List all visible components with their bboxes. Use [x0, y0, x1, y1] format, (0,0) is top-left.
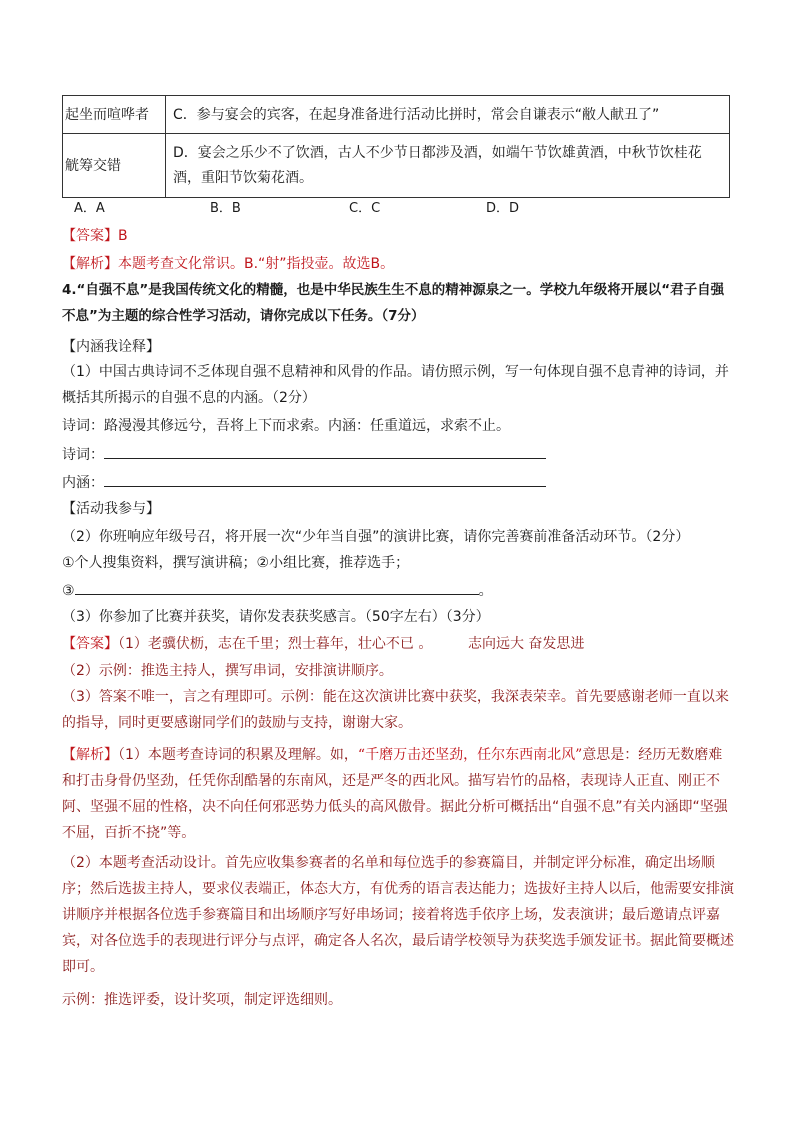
q4-part1-prompt: （1）中国古典诗词不乏体现自强不息精神和风骨的作品。请仿照示例，写一句体现自强不息青神的诗词，并概括其所揭示的自强不息的内涵。（2分） [62, 364, 729, 406]
answer-text: （1）老骥伏枥，志在千里；烈士暮年，壮心不已 。 志向远大 奋发思进 [118, 636, 585, 652]
analysis-quote: “千磨万击还坚劲，任尔东西南北风” [357, 747, 583, 763]
q4-answer-2: （2）示例：推选主持人，撰写串词，安排演讲顺序。 [62, 663, 393, 679]
q4-answer-1 [62, 634, 584, 654]
poem-line [62, 444, 546, 465]
table-cell-value: D．宴会之乐少不了饮酒，古人不少节日都涉及酒，如端午节饮雄黄酒，中秋节饮桂花酒，重阳节饮菊花酒。 [166, 134, 730, 198]
meaning-label: 内涵： [62, 475, 104, 491]
step3-end: 。 [478, 583, 493, 599]
table-cell-key: 觥筹交错 [63, 134, 166, 198]
example-line: 诗词：路漫漫其修远兮，吾将上下而求索。内涵：任重道远，求索不止。 [62, 418, 510, 434]
step3-line [62, 580, 493, 601]
poem-label: 诗词： [62, 447, 104, 463]
q4-part3-prompt: （3）你参加了比赛并获奖，请你发表获奖感言。（50字左右）（3分） [62, 609, 490, 625]
answer-tag: 【答案】 [62, 636, 118, 652]
steps-line: ①个人搜集资料，撰写演讲稿；②小组比赛，推荐选手； [62, 555, 410, 571]
meaning-blank[interactable] [104, 472, 546, 487]
table-cell-value: C．参与宴会的宾客，在起身准备进行活动比拼时，常会自谦表示“敝人献丑了” [166, 96, 730, 134]
step3-blank[interactable] [75, 580, 479, 595]
section-heading: 【活动我参与】 [62, 501, 160, 517]
table-cell-key: 起坐而喧哗者 [63, 96, 166, 134]
table-row [63, 96, 730, 134]
step3-label: ③ [62, 583, 75, 599]
q3-analysis [62, 254, 394, 274]
q4-analysis-example: 示例：推选评委，设计奖项，制定评选细则。 [62, 992, 342, 1008]
answer-tag: 【答案】 [62, 228, 118, 244]
answer-text: B [118, 228, 128, 244]
poem-blank[interactable] [104, 444, 546, 459]
analysis-text: 本题考查文化常识。B.“射”指投壶。故选B。 [118, 256, 395, 272]
options-table [62, 95, 730, 198]
meaning-line [62, 472, 546, 493]
table-row [63, 134, 730, 198]
analysis-text: （1）本题考查诗词的积累及理解。如， [118, 747, 358, 763]
q4-analysis-1 [62, 742, 734, 846]
choice-b: B．B [210, 201, 241, 216]
section-heading: 【内涵我诠释】 [62, 339, 160, 355]
q3-answer [62, 226, 128, 246]
q4-stem: 4.“自强不息”是我国传统文化的精髓，也是中华民族生生不息的精神源泉之一。学校九年级将开展以“君子自强不息”为主题的综合性学习活动，请你完成以下任务。（7分） [62, 282, 725, 324]
choice-a: A．A [74, 201, 105, 216]
analysis-tag: 【解析】 [62, 747, 118, 763]
choice-d: D．D [486, 201, 520, 216]
q4-part2-prompt: （2）你班响应年级号召，将开展一次“少年当自强”的演讲比赛，请你完善赛前准备活动环节。（2分） [62, 529, 690, 545]
q4-answer-3: （3）答案不唯一，言之有理即可。示例：能在这次演讲比赛中获奖，我深表荣幸。首先要感谢老师一直以来的指导，同时更要感谢同学们的鼓励与支持，谢谢大家。 [62, 689, 729, 731]
analysis-tag: 【解析】 [62, 256, 118, 272]
analysis-text: 意思是：经历无数磨难和打击身骨仍坚劲，任凭你刮酷暑的东南风，还是严冬的西北风。描写岩竹的品格，表现诗人正直、刚正不阿、坚强不屈的性格，决不向任何邪恶势力低头的高风傲骨。据此分析可概括出“自强不息”有关内涵即“坚强不屈，百折不挠”等。 [62, 747, 728, 841]
choice-c: C．C [349, 201, 381, 216]
q4-analysis-2: （2）本题考查活动设计。首先应收集参赛者的名单和每位选手的参赛篇目，并制定评分标准，确定出场顺序；然后选拔主持人，要求仪表端正，体态大方，有优秀的语言表达能力；选拔好主持人以后，他需要安排演讲顺序并根据各位选手参赛篇目和出场顺序写好串场词；接着将选手依序上场，发表演讲；最后邀请点评嘉宾，对各位选手的表现进行评分与点评，确定各人名次，最后请学校领导为获奖选手颁发证书。据此简要概述即可。 [62, 855, 734, 975]
